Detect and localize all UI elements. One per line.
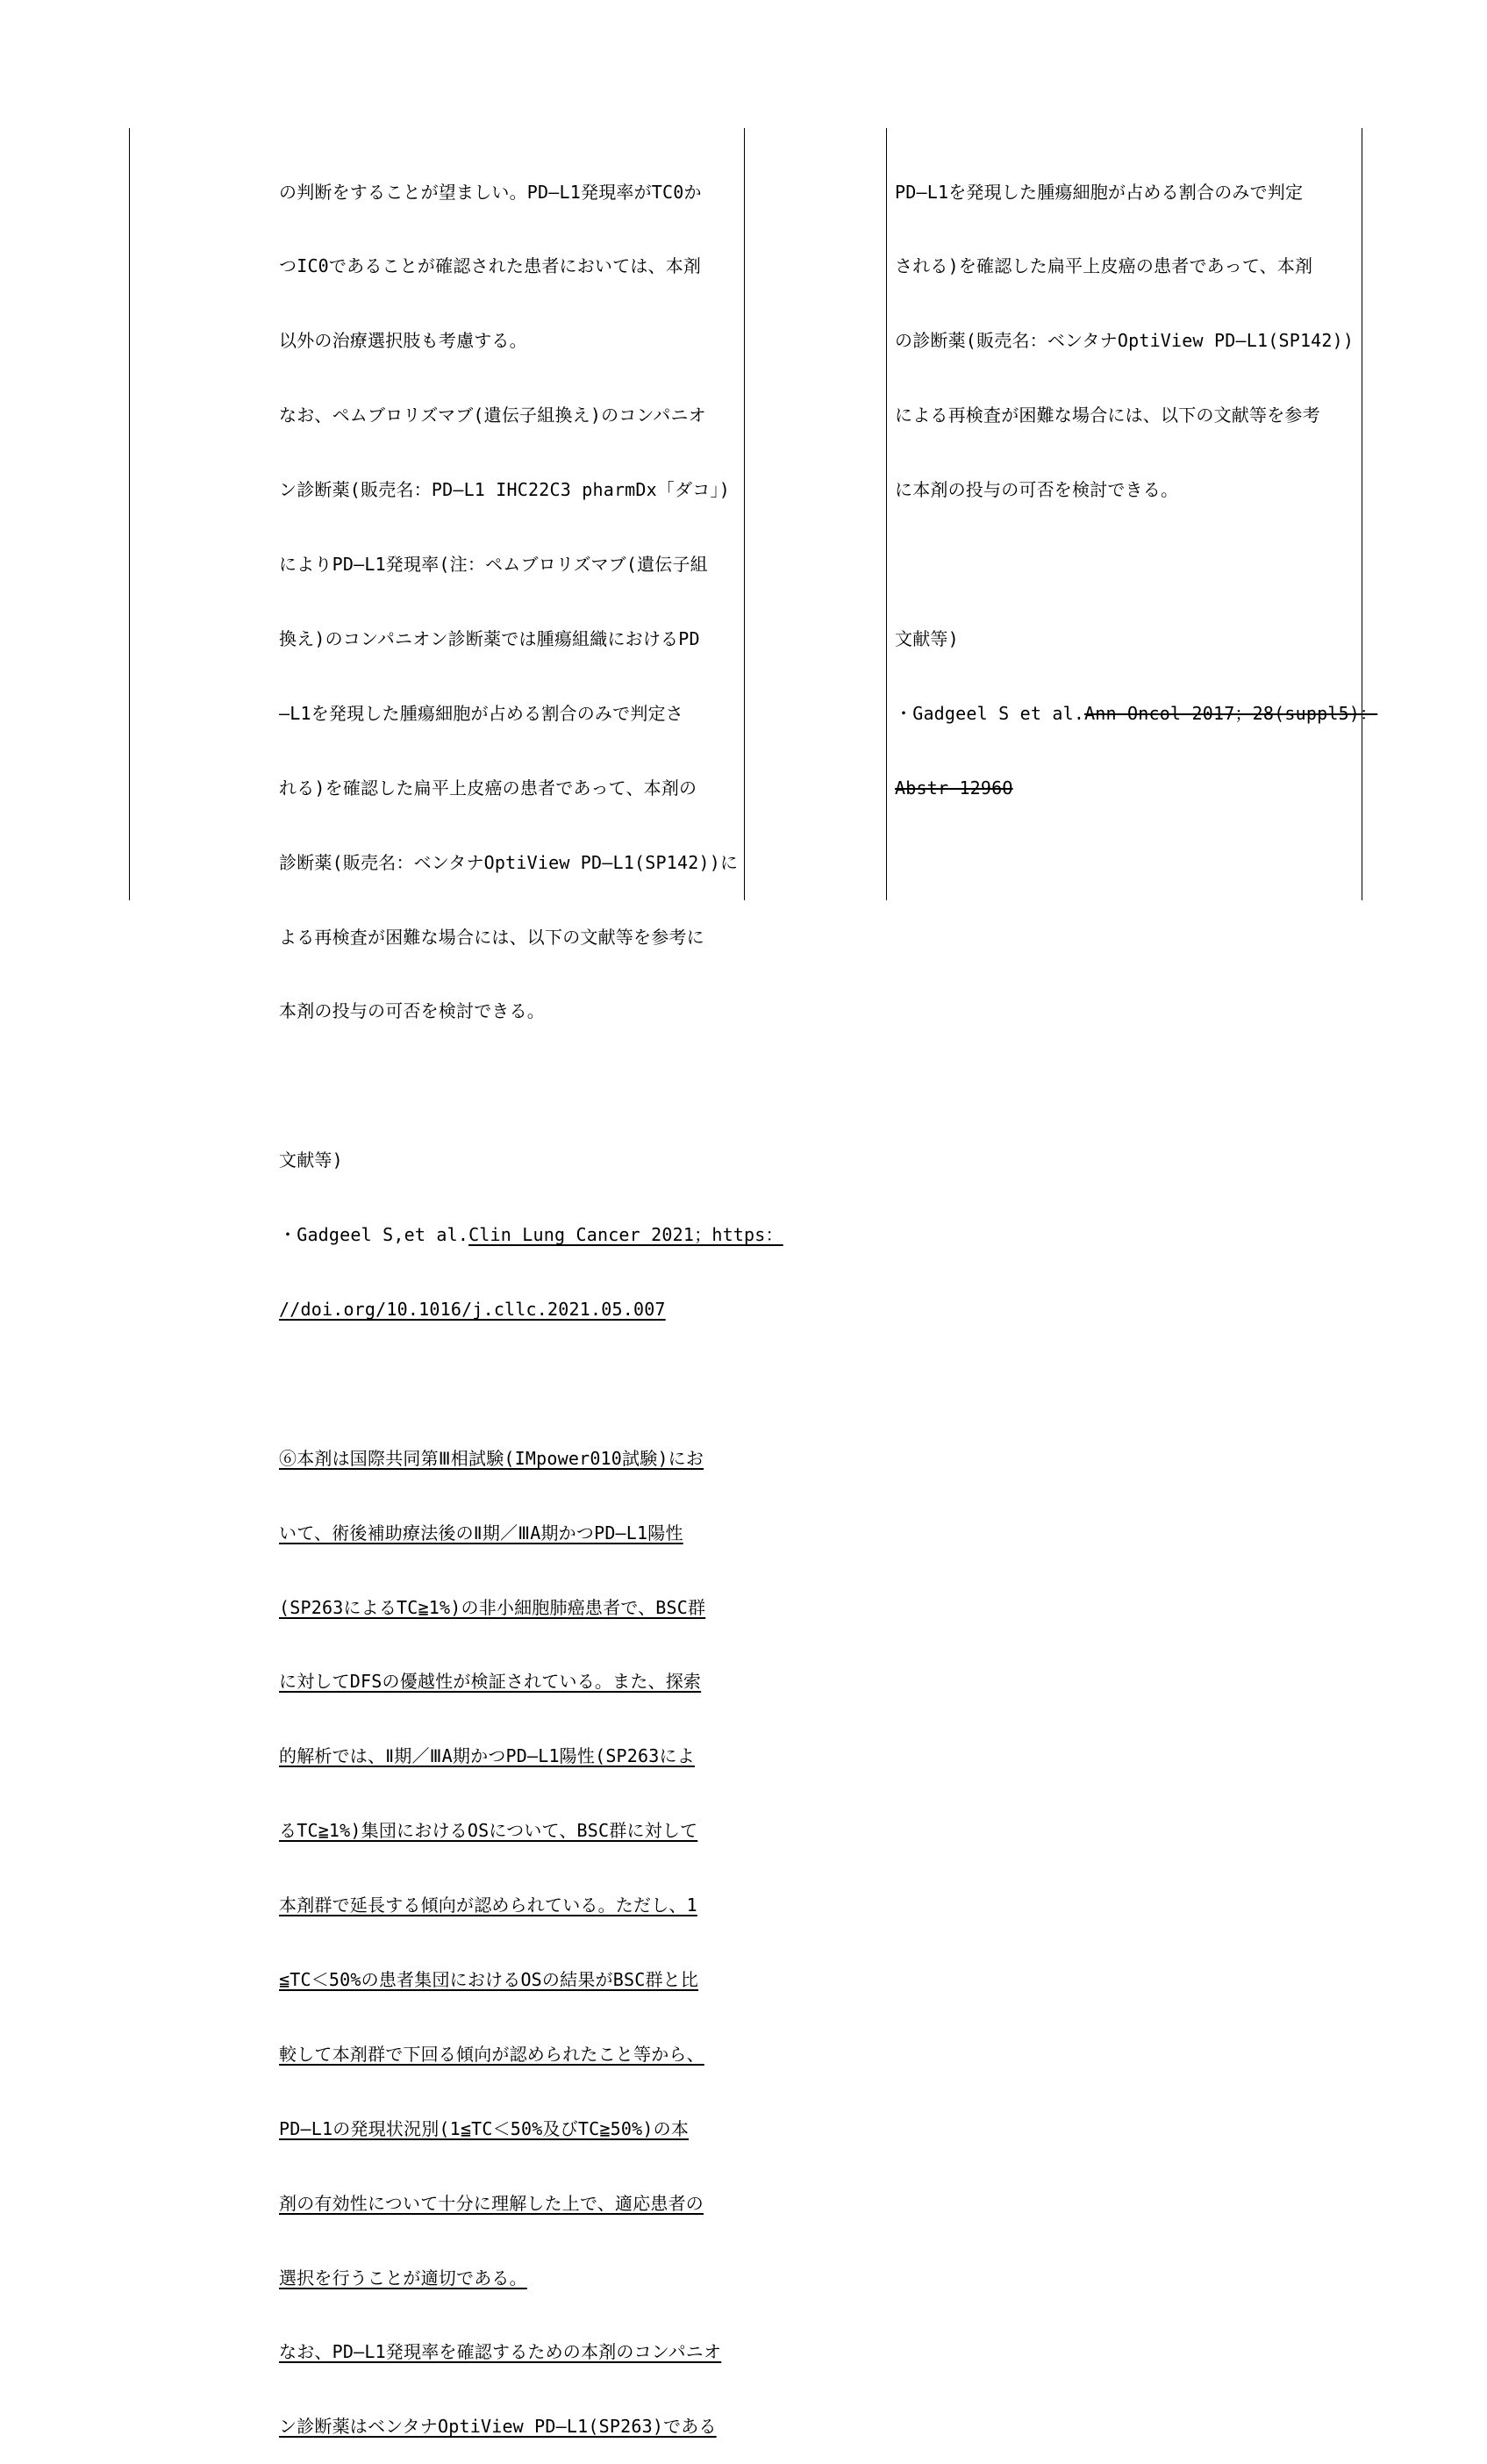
reference-citation-deleted: Ann Oncol 2017；28(suppl5)： [1084,702,1378,724]
added-text-line: なお、PD–L1発現率を確認するための本剤のコンパニオ [279,2341,722,2363]
added-text-line: いて、術後補助療法後のⅡ期／ⅢA期かつPD–L1陽性 [279,1522,683,1544]
table-border-old-column-left [886,128,887,900]
references-heading: 文献等) [895,627,959,649]
table-border-left [129,128,130,900]
added-text-line: 較して本剤群で下回る傾向が認められたこと等から、 [279,2043,704,2065]
text-line: 以外の治療選択肢も考慮する。 [279,330,527,352]
revised-text-column [279,130,783,2464]
text-line: 換え)のコンパニオン診断薬では腫瘍組織におけるPD [279,627,700,649]
added-text-line: 的解析では、Ⅱ期／ⅢA期かつPD–L1陽性(SP263によ [279,1745,695,1767]
blank-line [279,1372,735,1396]
reference-author: ・Gadgeel S,et al. [279,1224,469,1246]
blank-line [895,552,1351,577]
text-line: ン診断薬(販売名：PD–L1 IHC22C3 pharmDx「ダコ」) [279,479,730,501]
reference-line [895,701,1378,726]
reference-citation-added: Clin Lung Cancer 2021；https： [468,1224,783,1246]
reference-author: ・Gadgeel S et al. [895,702,1085,724]
added-text-line: るTC≧1%)集団におけるOSについて、BSC群に対して [279,1820,698,1842]
text-line: なお、ペムブロリズマブ(遺伝子組換え)のコンパニオ [279,405,706,426]
text-line: に本剤の投与の可否を検討できる。 [895,479,1179,501]
text-line: の診断薬(販売名：ベンタナOptiView PD–L1(SP142)) [895,330,1355,352]
references-heading: 文献等) [279,1150,343,1171]
added-text-line: 選択を行うことが適切である。 [279,2267,527,2289]
text-line: よる再検査が困難な場合には、以下の文献等を参考に [279,926,704,948]
added-text-line: PD–L1の発現状況別(1≦TC＜50%及びTC≧50%)の本 [279,2117,690,2139]
text-line: PD–L1を発現した腫瘍細胞が占める割合のみで判定 [895,181,1304,203]
reference-doi-added: //doi.org/10.1016/j.cllc.2021.05.007 [279,1298,666,1320]
table-border-new-column-right [744,128,745,900]
text-line: れる)を確認した扁平上皮癌の患者であって、本剤の [279,777,697,799]
text-line: 診断薬(販売名：ベンタナOptiView PD–L1(SP142))に [279,851,739,873]
text-line: 本剤の投与の可否を検討できる。 [279,1000,545,1022]
added-text-line: 剤の有効性について十分に理解した上で、適応患者の [279,2192,704,2214]
text-line: の判断をすることが望ましい。PD–L1発現率がTC0か [279,181,702,203]
text-line: される)を確認した扁平上皮癌の患者であって、本剤 [895,255,1313,277]
blank-line [279,1073,735,1098]
added-text-line: ン診断薬はベンタナOptiView PD–L1(SP263)である [279,2416,717,2438]
text-line: –L1を発現した腫瘍細胞が占める割合のみで判定さ [279,702,683,724]
reference-line [279,1222,783,1247]
added-text-line: 本剤群で延長する傾向が認められている。ただし、1 [279,1895,697,1916]
text-line: による再検査が困難な場合には、以下の文献等を参考 [895,405,1320,426]
original-text-column [895,130,1378,825]
text-line: つIC0であることが確認された患者においては、本剤 [279,255,702,277]
added-text-line: ≦TC＜50%の患者集団におけるOSの結果がBSC群と比 [279,1968,699,1990]
added-text-line: (SP263によるTC≧1%)の非小細胞肺癌患者で、BSC群 [279,1596,706,1618]
added-text-line: ⑥本剤は国際共同第Ⅲ相試験(IMpower010試験)にお [279,1447,704,1469]
text-line: によりPD–L1発現率(注：ペムブロリズマブ(遺伝子組 [279,554,708,576]
added-text-line: に対してDFSの優越性が検証されている。また、探索 [279,1671,702,1693]
reference-abstract-deleted: Abstr 1296O [895,777,1013,799]
